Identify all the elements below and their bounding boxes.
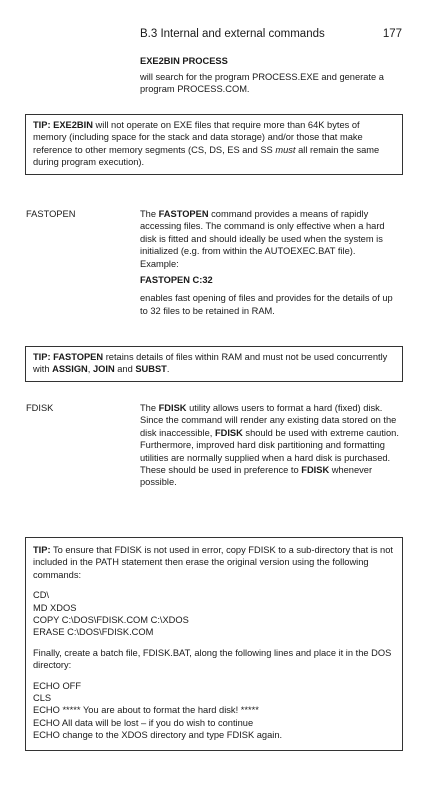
tip-text-part: , <box>87 364 93 375</box>
tip-text-part: To ensure that FDISK is not used in error, copy FDISK to a sub-directory that is not included in the PATH statement then erase the original version using the following commands: <box>33 545 393 580</box>
command-line: ERASE C:\DOS\FDISK.COM <box>33 627 154 638</box>
tip-keyword: FASTOPEN <box>53 352 104 362</box>
keyword: FASTOPEN <box>158 209 209 219</box>
batch-intro: Finally, create a batch file, FDISK.BAT, along the following lines and place it in the DOS directory: <box>33 647 392 671</box>
tip-keyword: ASSIGN <box>52 364 88 375</box>
section-title: B.3 Internal and external commands <box>140 28 325 40</box>
fastopen-example-description: enables fast opening of files and provides for the details of up to 32 files to be retained in RAM. <box>140 293 393 316</box>
tip-label: TIP: <box>33 352 51 362</box>
batch-line: CLS <box>33 693 52 704</box>
example-label: Example: <box>140 258 179 269</box>
keyword: FDISK <box>158 403 187 413</box>
desc-text: should be used with extreme caution. Furthermore, improved hard disk partitioning and formatting utilities are normally supplied when a hard disk is purchased. These should be used in preference to <box>140 427 399 476</box>
tip-label: TIP: <box>33 545 51 555</box>
tip-text <box>33 351 394 376</box>
tip-box-exe2bin <box>26 114 403 175</box>
desc-text: The <box>140 209 159 219</box>
desc-text: utility allows users to format a hard (fixed) disk. Since the command will render any existing data stored on the disk inaccessible, <box>140 403 397 438</box>
batch-line: ECHO OFF <box>33 680 82 691</box>
tip-box-fdisk <box>26 537 403 751</box>
fastopen-description <box>140 208 402 320</box>
tip-emphasis: must <box>275 144 296 155</box>
exe2bin-example: EXE2BIN PROCESS <box>140 56 228 66</box>
batch-line: ECHO ***** You are about to format the hard disk! ***** <box>33 705 259 716</box>
tip-text-part: all remain the same during program execution). <box>33 144 380 168</box>
command-line: COPY C:\DOS\FDISK.COM C:\XDOS <box>33 615 189 626</box>
page-number: 177 <box>382 28 402 40</box>
tip-keyword: EXE2BIN <box>53 120 93 130</box>
keyword: FDISK <box>301 465 330 476</box>
command-line: CD\ <box>33 590 50 601</box>
fdisk-description <box>140 402 402 492</box>
tip-text-part: will not operate on EXE files that require more than 64K bytes of memory (including space for the stack and data storage) and/or those that make reference to other memory segments (CS, DS, ES and SS <box>33 120 363 155</box>
tip-text-part: retains details of files within RAM and must not be used concurrently with <box>33 352 388 375</box>
tip-box-fastopen <box>26 346 403 382</box>
tip-label: TIP: <box>33 120 51 130</box>
command-line: MD XDOS <box>33 602 77 613</box>
term-fdisk: FDISK <box>26 403 54 413</box>
batch-line: ECHO All data will be lost – if you do wish to continue <box>33 717 254 728</box>
tip-keyword: SUBST <box>135 364 167 375</box>
tip-text-part: . <box>166 364 170 375</box>
fastopen-example: FASTOPEN C:32 <box>140 275 213 286</box>
desc-text: whenever possible. <box>140 465 373 488</box>
exe2bin-description: will search for the program PROCESS.EXE and generate a program PROCESS.COM. <box>140 72 384 95</box>
desc-text: command provides a means of rapidly accessing files. The command is only effective when a hard disk is fitted and should ideally be used when the system is initialized (e.g. from within the AUTOEXEC.BAT file). <box>140 209 385 257</box>
desc-text: The <box>140 403 159 413</box>
tip-text <box>33 119 394 169</box>
tip-intro <box>33 544 394 581</box>
batch-line: ECHO change to the XDOS directory and type FDISK again. <box>33 730 283 741</box>
tip-text-part: and <box>114 364 136 375</box>
keyword: FDISK <box>214 427 243 438</box>
term-fastopen: FASTOPEN <box>26 209 76 219</box>
tip-keyword: JOIN <box>92 364 115 375</box>
